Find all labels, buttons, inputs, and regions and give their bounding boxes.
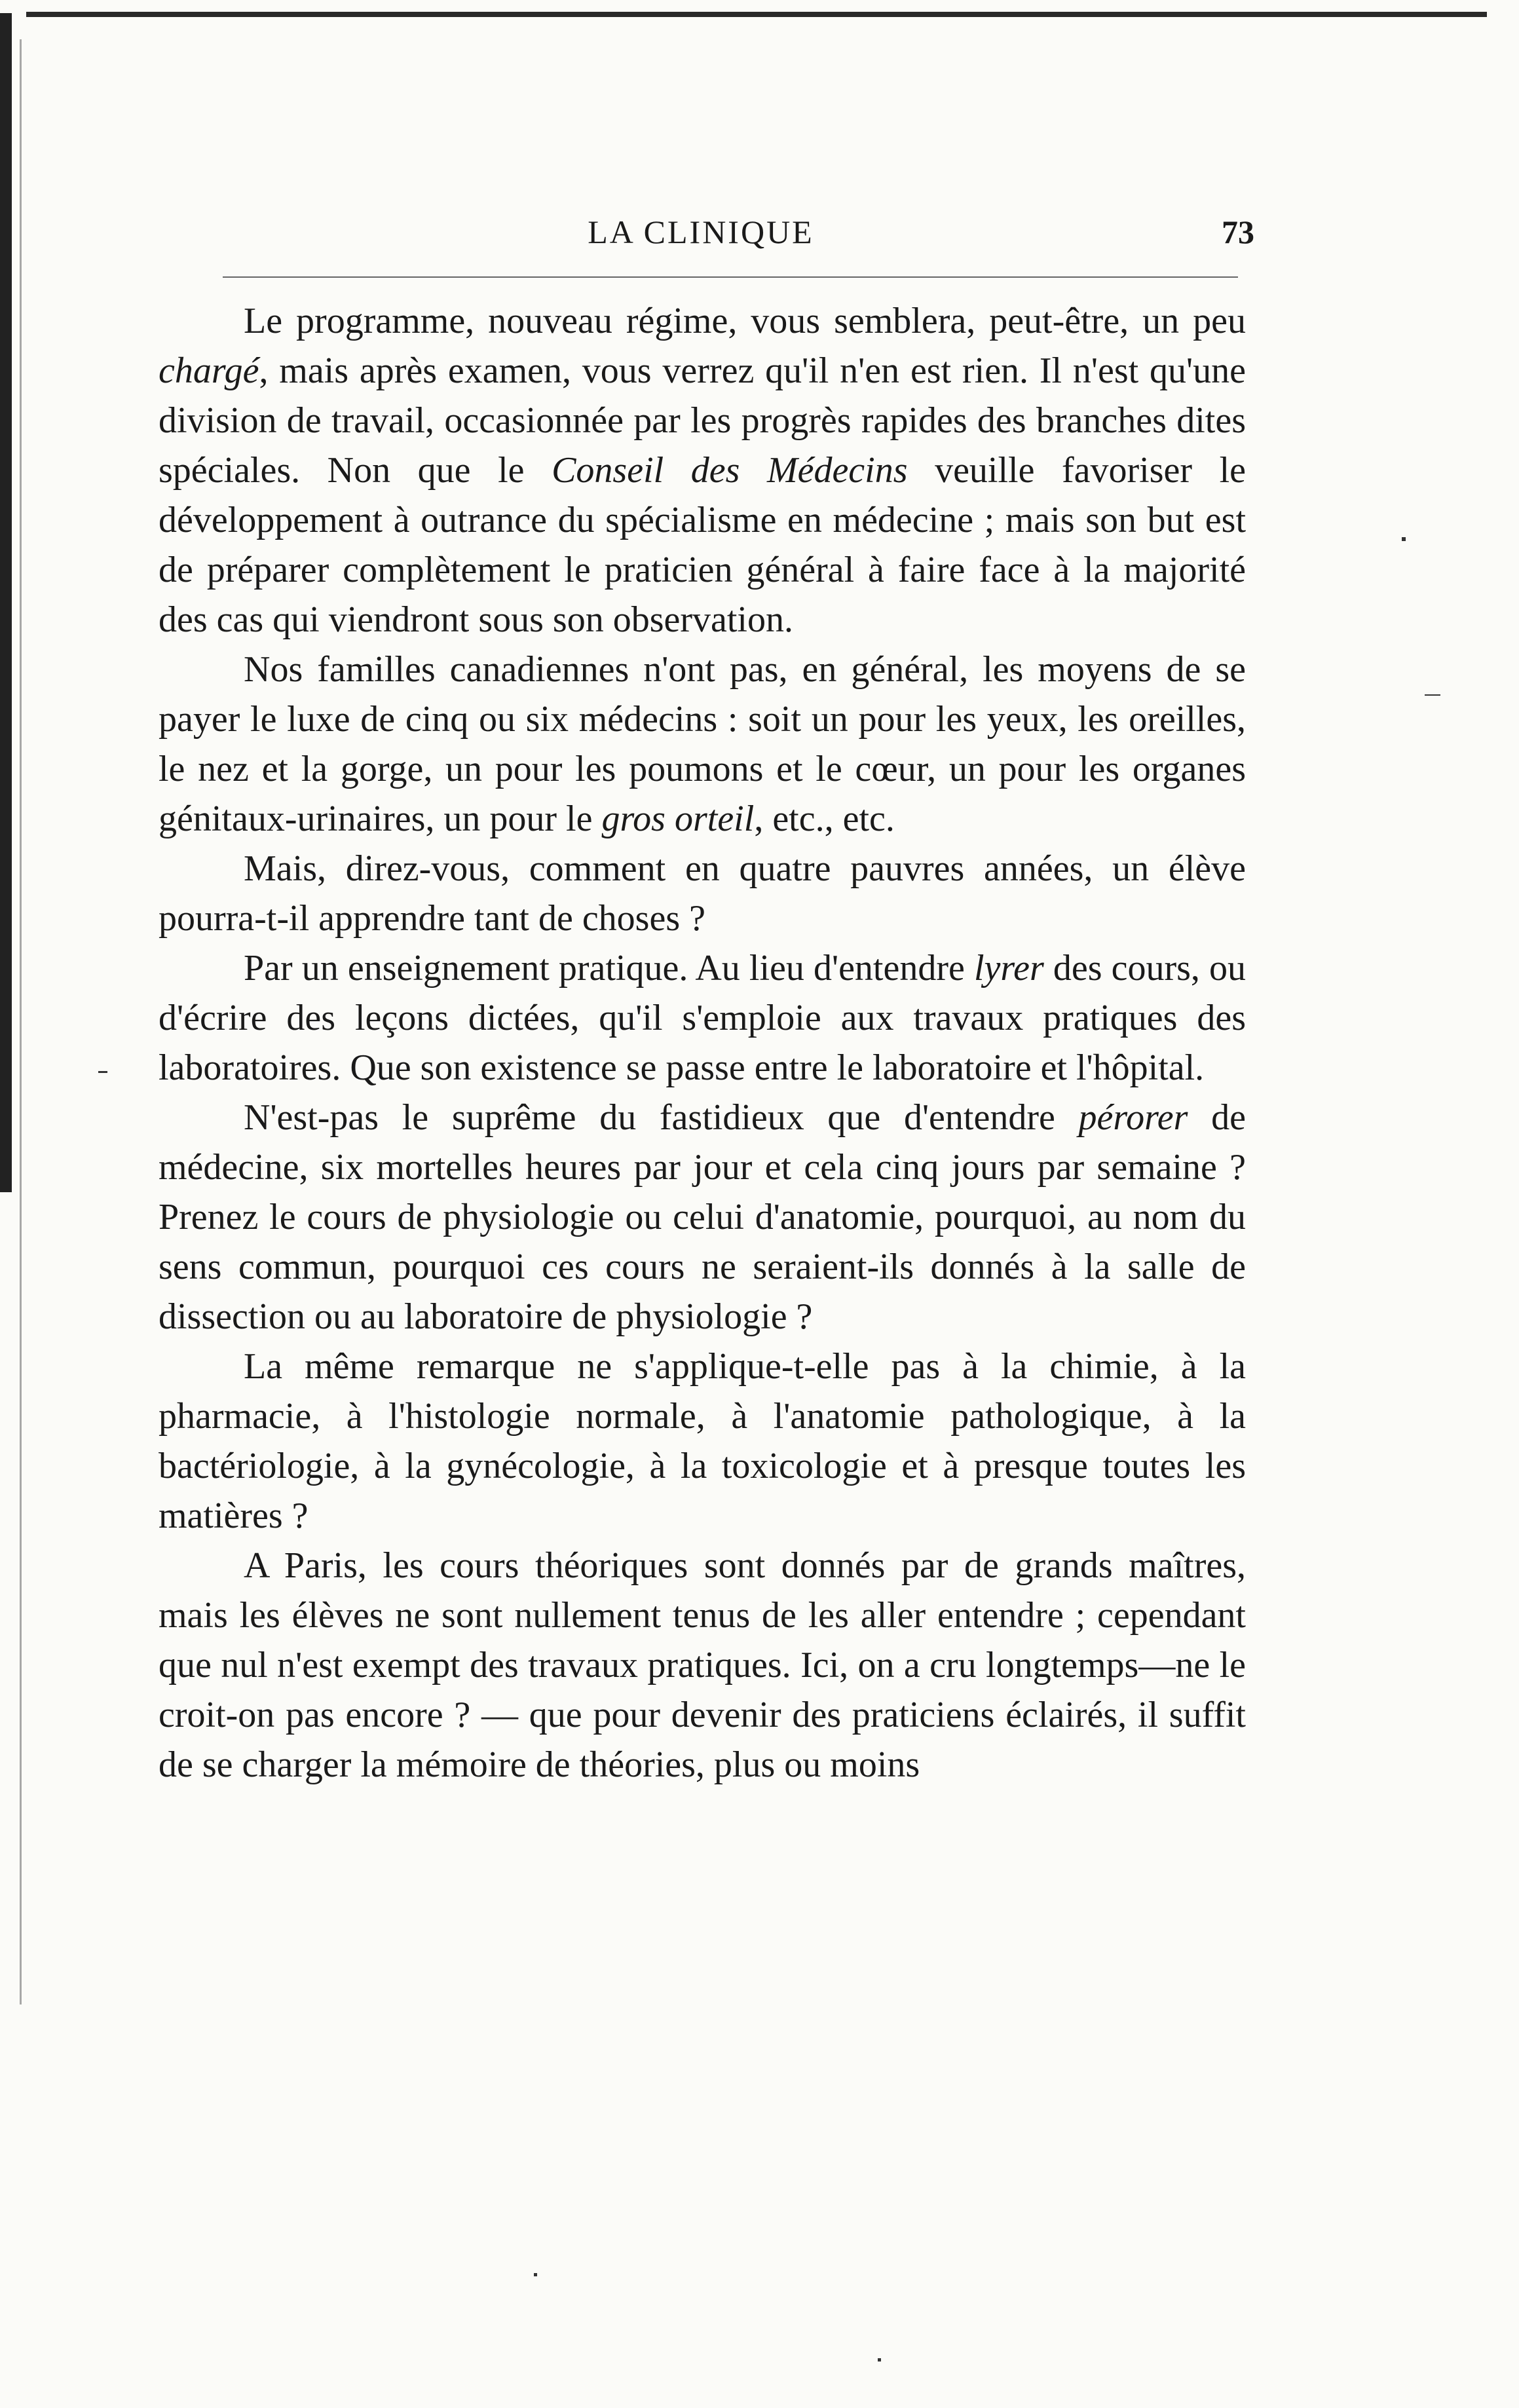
scan-left-shadow bbox=[20, 39, 22, 2004]
paragraph: Mais, direz-vous, comment en quatre pauvres années, un élève pourra-t-il apprendre tant de choses ? bbox=[159, 848, 1246, 939]
paragraph: La même remarque ne s'applique-t-elle pas à la chimie, à la pharmacie, à l'histologie normale, à l'anatomie pathologique, à la bactériologie, à la gynécologie, à la toxicologie et à presque toutes les matières ? bbox=[159, 1346, 1246, 1536]
margin-mark bbox=[878, 2358, 881, 2361]
margin-mark bbox=[534, 2273, 537, 2276]
running-head bbox=[157, 213, 1254, 272]
paragraph: N'est-pas le suprême du fastidieux que d'entendre pérorer de médecine, six mortelles heures par jour et cela cinq jours par semaine ? Prenez le cours de physiologie ou celui d'anatomie, pourquoi, au nom du sens commun, pourquoi ces cours ne seraient-ils donnés à la salle de dissection ou au laboratoire de physiologie ? bbox=[159, 1097, 1246, 1337]
header-rule bbox=[223, 276, 1238, 278]
paragraph: Le programme, nouveau régime, vous semblera, peut-être, un peu chargé, mais après examen, vous verrez qu'il n'en est rien. Il n'est qu'une division de travail, occasionnée par les progrès rapides des branches dites spéciales. Non que le Conseil des Médecins veuille favoriser le développement à outrance du spécialisme en médecine ; mais son but est de préparer complètement le praticien général à faire face à la majorité des cas qui viendront sous son observation. bbox=[159, 301, 1246, 640]
margin-mark bbox=[1402, 537, 1406, 541]
paragraph: Nos familles canadiennes n'ont pas, en général, les moyens de se payer le luxe de cinq ou six médecins : soit un pour les yeux, les oreilles, le nez et la gorge, un pour les poumons et le cœur, un pour les organes génitaux-urinaires, un pour le gros orteil, etc., etc. bbox=[159, 649, 1246, 839]
scan-left-edge bbox=[0, 13, 12, 1192]
margin-mark bbox=[1425, 694, 1440, 696]
running-head-title: LA CLINIQUE bbox=[588, 214, 814, 250]
margin-mark bbox=[98, 1071, 107, 1073]
paragraph: Par un enseignement pratique. Au lieu d'entendre lyrer des cours, ou d'écrire des leçons dictées, qu'il s'emploie aux travaux pratiques des laboratoires. Que son existence se passe entre le laboratoire et l'hôpital. bbox=[159, 948, 1246, 1088]
page-body bbox=[159, 296, 1246, 1790]
paragraph: A Paris, les cours théoriques sont donnés par de grands maîtres, mais les élèves ne sont nullement tenus de les aller entendre ; cependant que nul n'est exempt des travaux pratiques. Ici, on a cru longtemps—ne le croit-on pas encore ? — que pour devenir des praticiens éclairés, il suffit de se charger la mémoire de théories, plus ou moins bbox=[159, 1545, 1246, 1785]
scan-top-edge bbox=[26, 12, 1487, 17]
page-number: 73 bbox=[1222, 214, 1254, 250]
